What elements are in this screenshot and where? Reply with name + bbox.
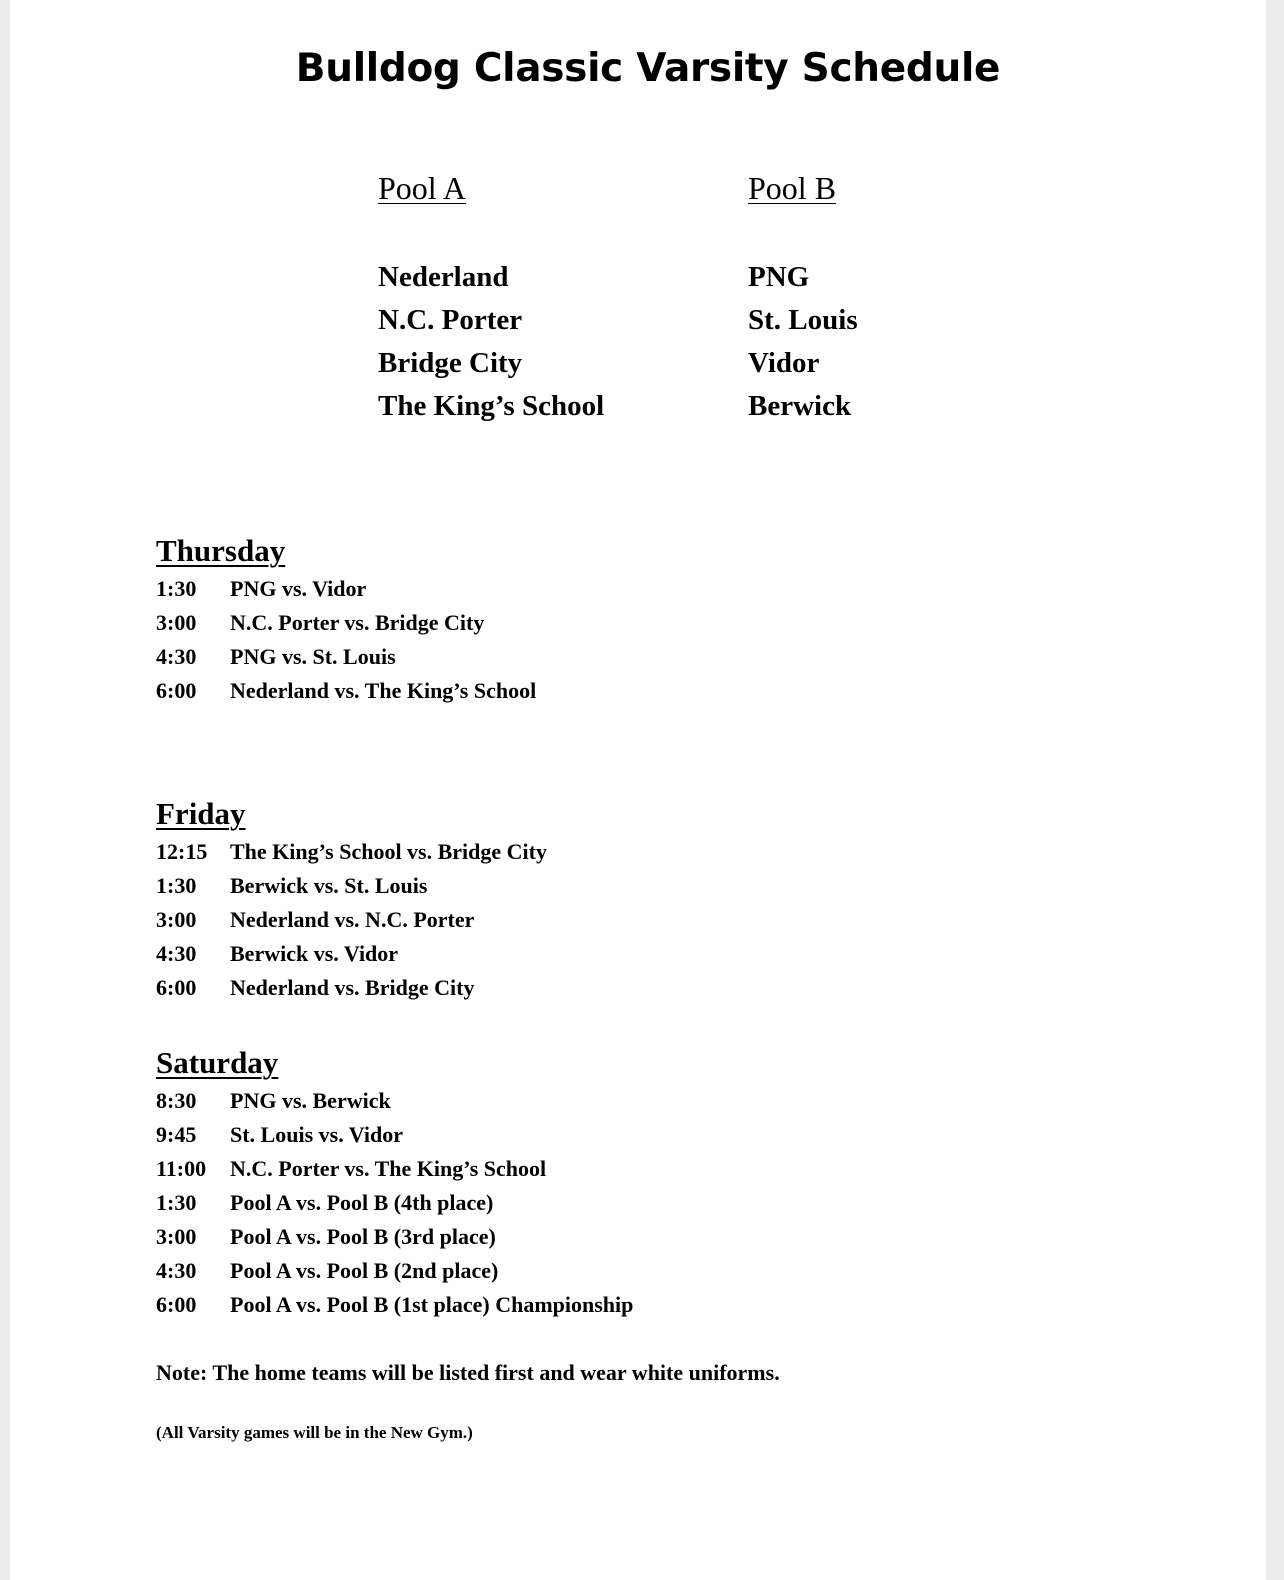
pool-team: Berwick	[748, 390, 852, 422]
game-row	[156, 937, 547, 971]
pool-team: St. Louis	[748, 304, 858, 336]
game-row	[156, 640, 536, 674]
game-matchup: Nederland vs. N.C. Porter	[230, 907, 475, 932]
game-row	[156, 1254, 633, 1288]
game-time: 9:45	[156, 1122, 197, 1147]
game-time: 6:00	[156, 678, 197, 703]
day-saturday	[156, 1044, 633, 1322]
game-matchup: PNG vs. St. Louis	[230, 644, 396, 669]
pool-team: Bridge City	[378, 347, 523, 379]
game-row	[156, 1152, 633, 1186]
pool-team: Vidor	[748, 347, 820, 379]
game-row	[156, 835, 547, 869]
day-friday	[156, 795, 547, 1005]
game-time: 4:30	[156, 644, 197, 669]
game-time: 6:00	[156, 975, 197, 1000]
game-row	[156, 1084, 633, 1118]
game-matchup: St. Louis vs. Vidor	[230, 1122, 403, 1147]
game-time: 3:00	[156, 1224, 197, 1249]
game-time: 11:00	[156, 1156, 207, 1181]
page-title: Bulldog Classic Varsity Schedule	[295, 46, 1001, 91]
game-time: 4:30	[156, 941, 197, 966]
day-heading: Friday	[156, 796, 246, 831]
pool-a	[378, 170, 604, 428]
game-row	[156, 869, 547, 903]
pool-a-heading: Pool A	[378, 170, 467, 206]
game-time: 1:30	[156, 1190, 197, 1215]
gym-note: (All Varsity games will be in the New Gym.)	[156, 1423, 473, 1442]
game-row	[156, 1220, 633, 1254]
pool-team: PNG	[748, 261, 810, 293]
game-row	[156, 903, 547, 937]
document-page	[10, 0, 1266, 1580]
game-time: 1:30	[156, 873, 197, 898]
game-matchup: N.C. Porter vs. The King’s School	[230, 1156, 547, 1181]
game-matchup: The King’s School vs. Bridge City	[230, 839, 547, 864]
game-row	[156, 572, 536, 606]
game-matchup: Berwick vs. St. Louis	[230, 873, 428, 898]
game-row	[156, 606, 536, 640]
game-row	[156, 971, 547, 1005]
game-time: 1:30	[156, 576, 197, 601]
game-matchup: Pool A vs. Pool B (1st place) Championship	[230, 1292, 634, 1317]
day-heading: Thursday	[156, 533, 286, 568]
pool-team: Nederland	[378, 261, 509, 293]
game-matchup: Berwick vs. Vidor	[230, 941, 399, 966]
game-row	[156, 1186, 633, 1220]
pool-b-heading: Pool B	[748, 170, 837, 206]
game-matchup: Nederland vs. The King’s School	[230, 678, 537, 703]
game-matchup: PNG vs. Vidor	[230, 576, 367, 601]
game-time: 12:15	[156, 839, 208, 864]
game-time: 3:00	[156, 907, 197, 932]
pool-a-team-list	[378, 256, 604, 428]
game-matchup: N.C. Porter vs. Bridge City	[230, 610, 485, 635]
game-matchup: Pool A vs. Pool B (4th place)	[230, 1190, 494, 1215]
game-row	[156, 1118, 633, 1152]
game-row	[156, 674, 536, 708]
game-row	[156, 1288, 633, 1322]
game-time: 3:00	[156, 610, 197, 635]
game-time: 4:30	[156, 1258, 197, 1283]
pool-team: The King’s School	[378, 390, 605, 422]
day-heading: Saturday	[156, 1045, 279, 1080]
game-matchup: Pool A vs. Pool B (3rd place)	[230, 1224, 496, 1249]
pool-b-team-list	[748, 256, 858, 428]
day-thursday	[156, 532, 536, 708]
home-team-note: Note: The home teams will be listed first and wear white uniforms.	[156, 1360, 780, 1385]
game-matchup: PNG vs. Berwick	[230, 1088, 391, 1113]
game-matchup: Nederland vs. Bridge City	[230, 975, 475, 1000]
pool-team: N.C. Porter	[378, 304, 523, 336]
game-matchup: Pool A vs. Pool B (2nd place)	[230, 1258, 499, 1283]
game-time: 8:30	[156, 1088, 197, 1113]
pool-b	[748, 170, 858, 428]
game-time: 6:00	[156, 1292, 197, 1317]
